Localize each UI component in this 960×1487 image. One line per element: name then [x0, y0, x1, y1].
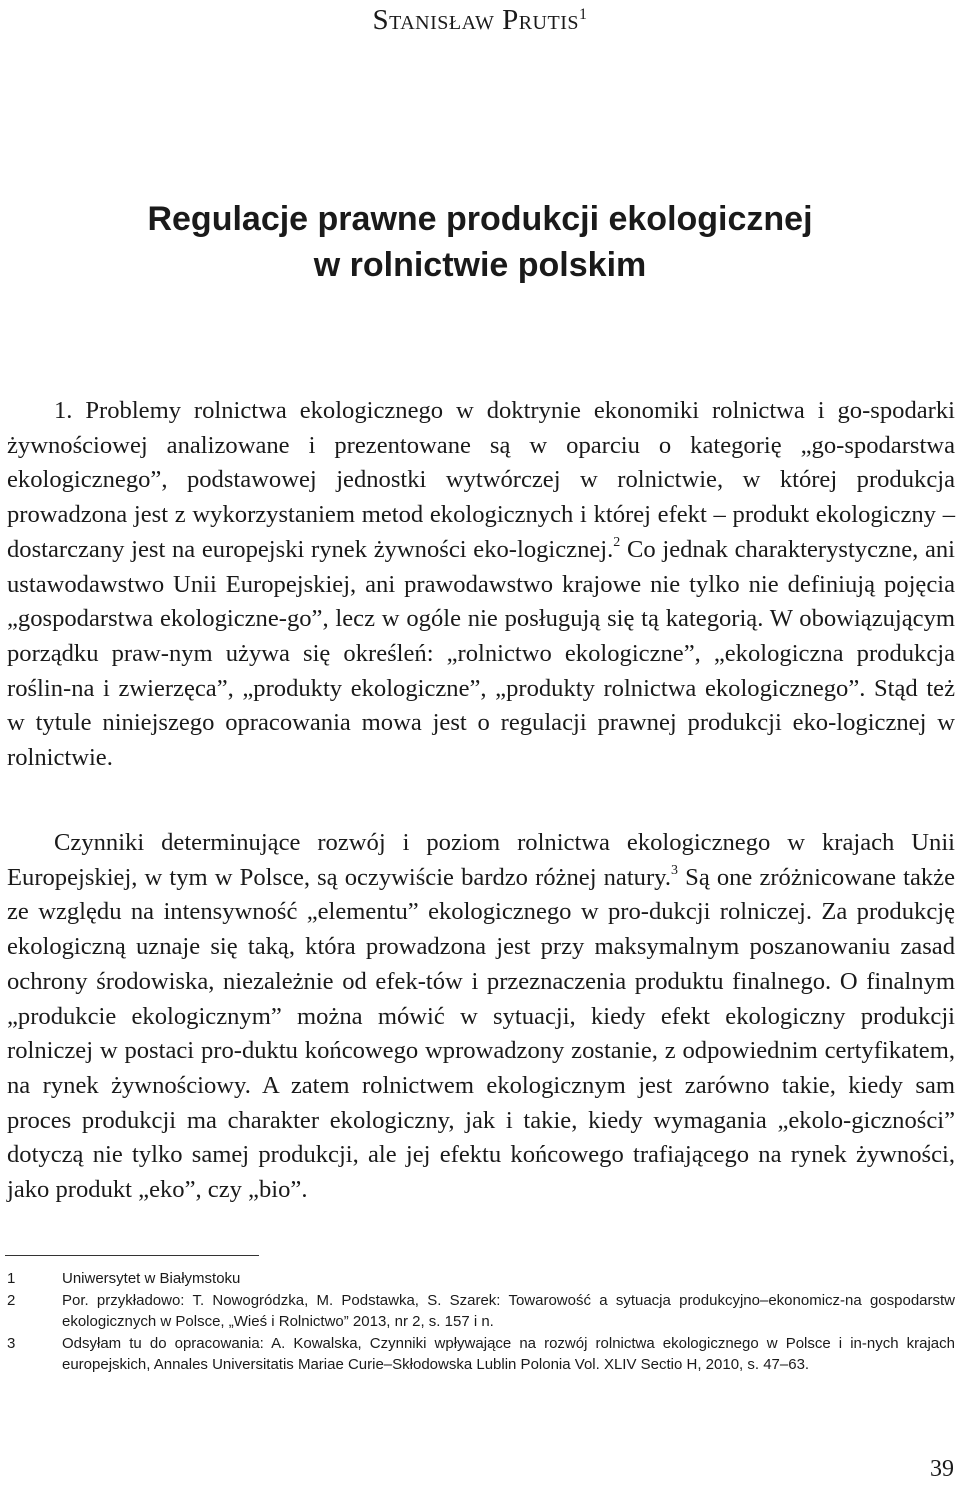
footnote-text: Uniwersytet w Białymstoku: [62, 1270, 241, 1287]
footnote-number: 3: [7, 1334, 16, 1352]
footnotes: [7, 1268, 955, 1376]
footnote-ref-3[interactable]: 3: [671, 862, 679, 878]
paragraph-1-text-a: 1. Problemy rolnictwa ekologicznego w doktrynie ekonomiki rolnictwa i go-spodarki żywnościowej analizowane i prezentowane są w oparciu o kategorię „go-spodarstwa ekologicznego”, podstawowej jednostki wytwórczej w rolnictwie, w której produkcja prowadzona jest z wykorzystaniem metod ekologicznych i której efekt – produkt ekologiczny – dostarczany jest na europejski rynek żywności eko-logicznej.: [7, 397, 955, 563]
footnote-divider: [5, 1255, 259, 1256]
paragraph-2-text-a: Czynniki determinujące rozwój i poziom rolnictwa ekologicznego w krajach Unii Europejskiej, w tym w Polsce, są oczywiście bardzo różnej natury.: [7, 829, 955, 891]
author-footnote-ref[interactable]: 1: [579, 6, 588, 23]
paragraph-1: [7, 394, 955, 776]
footnote-number: 1: [7, 1270, 16, 1287]
paragraph-2: [7, 826, 955, 1208]
article-title: [0, 196, 960, 288]
footnote-text: Por. przykładowo: T. Nowogródzka, M. Podstawka, S. Szarek: Towarowość a sytuacja produkcyjno–ekonomicz-na gospodarstw ekologicznych w Polsce, „Wieś i Rolnictwo” 2013, nr 2, s. 157 i n.: [62, 1291, 955, 1330]
footnote-ref-2[interactable]: 2: [613, 534, 621, 550]
paragraph-2-text-b: Są one zróżnicowane także ze względu na intensywność „elementu” ekologicznego w pro-dukcji rolniczej. Za produkcję ekologiczną uznaje się taką, która prowadzona jest przy maksymalnym poszanowaniu zasad ochrony środowiska, niezależnie od efek-tów i przeznaczenia produktu finalnego. O finalnym „produkcie ekologicznym” można mówić w sytuacji, kiedy efekt ekologiczny produkcji rolniczej w postaci pro-duktu końcowego wprowadzony zostanie, z odpowiednim certyfikatem, na rynek żywnościowy. A zatem rolnictwem ekologicznym jest zarówno takie, kiedy sam proces produkcji ma charakter ekologiczny, jak i takie, kiedy wymagania „ekolo-giczności” dotyczą nie tylko samej produkcji, ale jej efektu końcowego trafiającego na rynek żywności, jako produkt „eko”, czy „bio”.: [7, 863, 955, 1204]
author-name: [0, 4, 960, 37]
footnote-number: 2: [7, 1291, 16, 1309]
author-text: Stanisław Prutis: [372, 4, 579, 36]
footnote-text: Odsyłam tu do opracowania: A. Kowalska, Czynniki wpływające na rozwój rolnictwa ekologicznego w Polsce i in-nych krajach europejskich, Annales Universitatis Mariae Curie–Skłodowska Lublin Polonia Vol. XLIV Sectio H, 2010, s. 47–63.: [62, 1334, 955, 1373]
paragraph-1-text-b: Co jednak charakterystyczne, ani ustawodawstwo Unii Europejskiej, ani prawodawstwo krajowe nie tylko nie definiują pojęcia „gospodarstwa ekologiczne-go”, lecz w ogóle nie posługują się tą kategorią. W obowiązującym porządku praw-nym używa się określeń: „rolnictwo ekologiczne”, „ekologiczna produkcja roślin-na i zwierzęca”, „produkty ekologiczne”, „produkty rolnictwa ekologicznego”. Stąd też w tytule niniejszego opracowania mowa jest o regulacji prawnej produkcji eko-logicznej w rolnictwie.: [7, 535, 956, 772]
title-line-1: Regulacje prawne produkcji ekologicznej: [147, 200, 813, 238]
footnote-1: [7, 1268, 955, 1290]
footnote-3: [7, 1333, 955, 1376]
page-number: 39: [930, 1456, 954, 1482]
title-line-2: w rolnictwie polskim: [313, 246, 647, 284]
footnote-2: [7, 1290, 955, 1333]
